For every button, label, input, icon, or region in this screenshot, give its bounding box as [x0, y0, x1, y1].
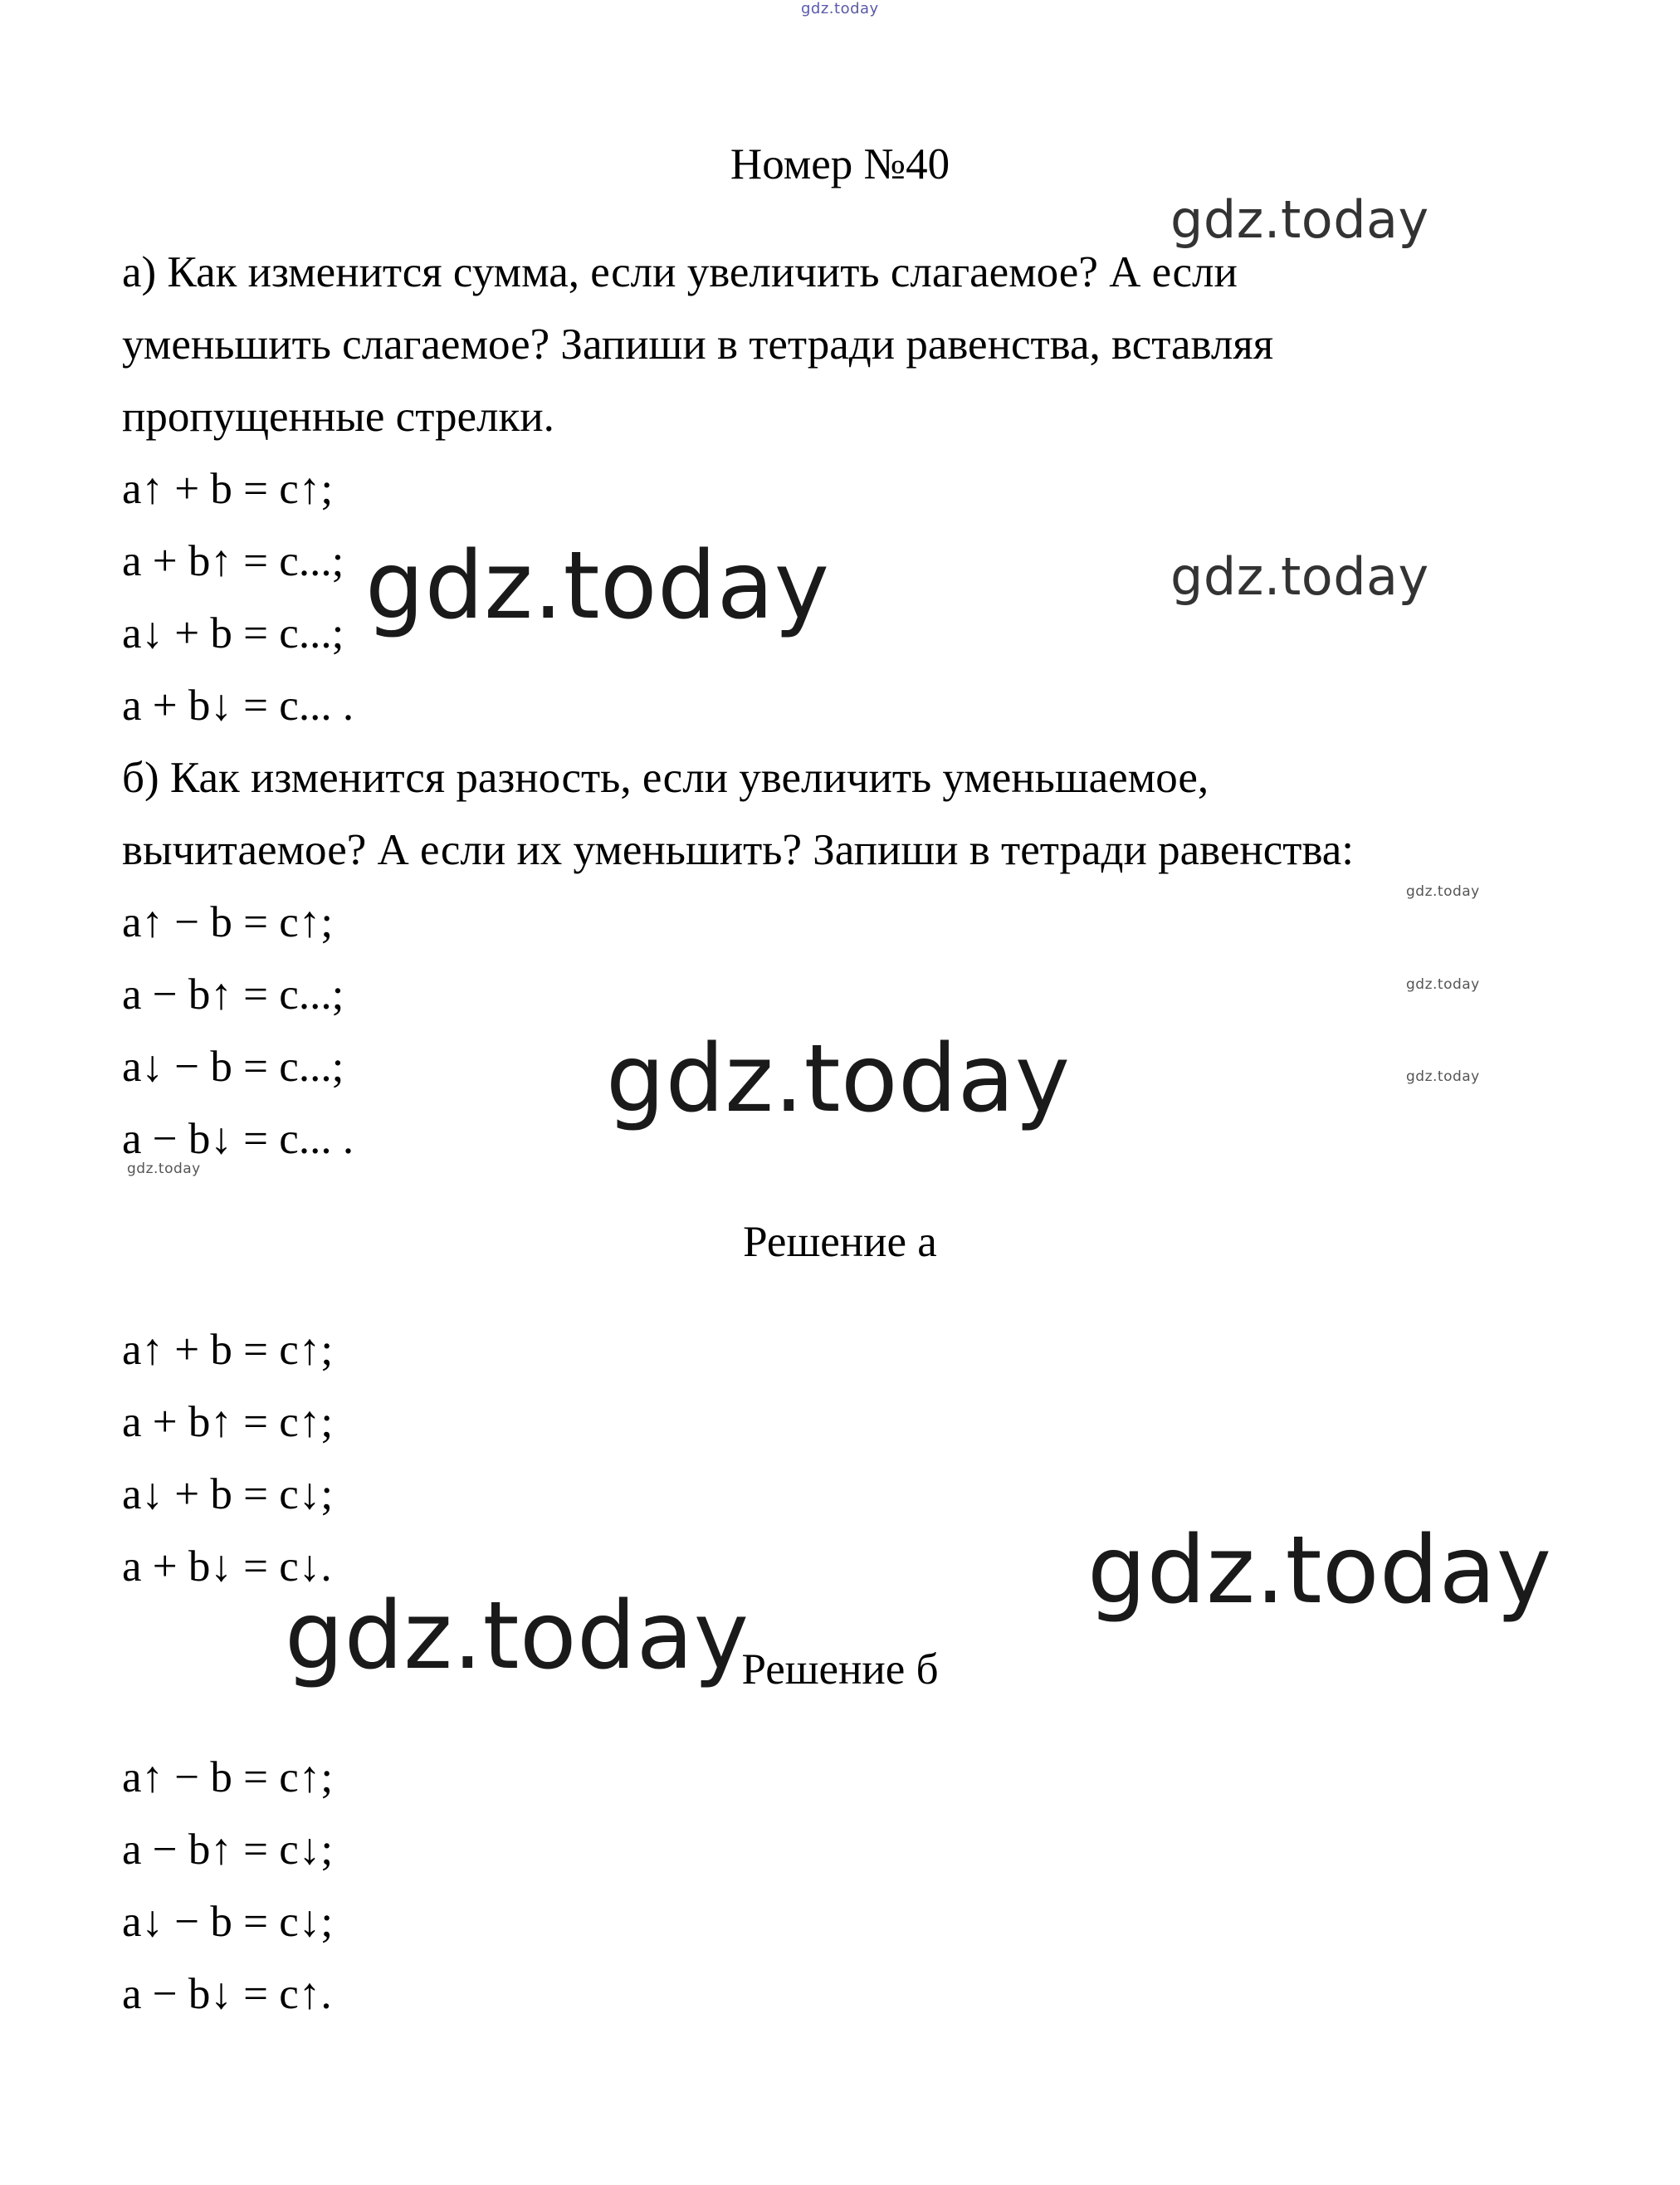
watermark-tiny-3: gdz.today [1406, 1068, 1480, 1085]
solution-b-equation-1: a↑ − b = c↑; [122, 1753, 334, 1801]
solution-a-title: Решение а [743, 1218, 937, 1266]
page-title: Номер №40 [730, 140, 950, 188]
task-b-equation-4: a − b↓ = c... . [122, 1115, 354, 1163]
watermark-medium-1: gdz.today [1170, 189, 1429, 250]
task-a-line-2: уменьшить слагаемое? Запиши в тетради равенства, вставляя [122, 320, 1274, 369]
task-b-line-1: б) Как изменится разность, если увеличить уменьшаемое, [122, 754, 1209, 802]
solution-a-equation-4: a + b↓ = c↓. [122, 1542, 332, 1591]
task-a-line-1: а) Как изменится сумма, если увеличить слагаемое? А если [122, 248, 1238, 296]
task-b-equation-3: a↓ − b = c...; [122, 1043, 344, 1091]
watermark-huge-4: gdz.today [285, 1582, 750, 1690]
task-b-equation-2: a − b↑ = c...; [122, 970, 344, 1019]
watermark-top: gdz.today [801, 0, 879, 17]
task-a-line-3: пропущенные стрелки. [122, 393, 554, 441]
solution-b-equation-2: a − b↑ = c↓; [122, 1826, 334, 1874]
task-b-equation-1: a↑ − b = c↑; [122, 898, 334, 946]
solution-a-equation-3: a↓ + b = c↓; [122, 1470, 334, 1518]
task-b-line-2: вычитаемое? А если их уменьшить? Запиши в тетради равенства: [122, 826, 1355, 874]
solution-b-equation-3: a↓ − b = c↓; [122, 1898, 334, 1946]
watermark-tiny-4: gdz.today [127, 1161, 201, 1177]
watermark-huge-1: gdz.today [365, 532, 830, 640]
task-a-equation-4: a + b↓ = c... . [122, 682, 354, 730]
task-a-equation-3: a↓ + b = c...; [122, 609, 344, 657]
watermark-medium-2: gdz.today [1170, 546, 1429, 607]
solution-b-title: Решение б [741, 1645, 939, 1694]
watermark-tiny-2: gdz.today [1406, 976, 1480, 993]
task-a-equation-2: a + b↑ = c...; [122, 537, 344, 585]
solution-a-equation-1: a↑ + b = c↑; [122, 1326, 334, 1374]
solution-b-equation-4: a − b↓ = c↑. [122, 1970, 332, 2018]
solution-a-equation-2: a + b↑ = c↑; [122, 1398, 334, 1446]
task-a-equation-1: a↑ + b = c↑; [122, 465, 334, 513]
watermark-huge-3: gdz.today [1087, 1517, 1552, 1625]
watermark-huge-2: gdz.today [606, 1025, 1071, 1133]
watermark-tiny-1: gdz.today [1406, 883, 1480, 900]
